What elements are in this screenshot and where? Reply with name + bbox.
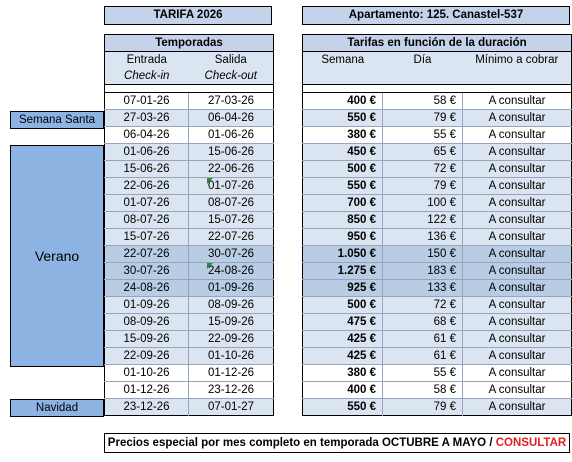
weekly-price: 550 € <box>303 178 383 195</box>
daily-price: 79 € <box>383 110 463 127</box>
minimum-charge: A consultar <box>463 331 572 348</box>
rate-row <box>303 297 572 314</box>
checkin-date: 15-09-26 <box>105 331 189 348</box>
checkout-date: 01-10-26 <box>189 348 274 365</box>
checkin-date: 06-04-26 <box>105 127 189 144</box>
date-row <box>105 161 274 178</box>
rate-row <box>303 314 572 331</box>
date-row <box>105 280 274 297</box>
checkin-date: 23-12-26 <box>105 399 189 416</box>
minimum-charge: A consultar <box>463 399 572 416</box>
minimum-charge: A consultar <box>463 314 572 331</box>
checkout-date: 22-06-26 <box>189 161 274 178</box>
rate-row <box>303 365 572 382</box>
checkin-date: 01-07-26 <box>105 195 189 212</box>
tarifas-header: Tarifas en función de la duración <box>303 35 572 52</box>
season-navidad <box>10 399 104 417</box>
salida-header: Salida <box>189 52 274 69</box>
checkin-date: 15-06-26 <box>105 161 189 178</box>
consultar-link[interactable]: CONSULTAR <box>495 437 567 449</box>
weekly-price: 700 € <box>303 195 383 212</box>
entrada-header: Entrada <box>105 52 189 69</box>
rate-row <box>303 382 572 399</box>
footer-text: Precios especial por mes completo en temporada OCTUBRE A MAYO / <box>107 437 496 449</box>
checkout-date: 15-07-26 <box>189 212 274 229</box>
checkin-date: 07-01-26 <box>105 93 189 110</box>
date-row <box>105 195 274 212</box>
checkout-date: 22-09-26 <box>189 331 274 348</box>
checkin-date: 01-10-26 <box>105 365 189 382</box>
minimum-charge: A consultar <box>463 297 572 314</box>
weekly-price: 400 € <box>303 93 383 110</box>
weekly-price: 500 € <box>303 161 383 178</box>
daily-price: 58 € <box>383 93 463 110</box>
minimum-charge: A consultar <box>463 365 572 382</box>
weekly-price: 400 € <box>303 382 383 399</box>
checkout-date: 08-07-26 <box>189 195 274 212</box>
weekly-price: 380 € <box>303 365 383 382</box>
season-label: Verano <box>34 248 80 264</box>
date-row <box>105 382 274 399</box>
weekly-price: 425 € <box>303 331 383 348</box>
daily-price: 122 € <box>383 212 463 229</box>
daily-price: 61 € <box>383 348 463 365</box>
minimum-charge: A consultar <box>463 348 572 365</box>
daily-price: 136 € <box>383 229 463 246</box>
weekly-price: 1.050 € <box>303 246 383 263</box>
checkout-date: 06-04-26 <box>189 110 274 127</box>
semana-header: Semana <box>303 52 383 69</box>
checkout-date: 01-07-26 <box>189 178 274 195</box>
weekly-price: 500 € <box>303 297 383 314</box>
checkout-date: 01-09-26 <box>189 280 274 297</box>
checkout-date: 24-08-26 <box>189 263 274 280</box>
minimum-charge: A consultar <box>463 229 572 246</box>
weekly-price: 380 € <box>303 127 383 144</box>
minimum-charge: A consultar <box>463 110 572 127</box>
checkin-date: 22-06-26 <box>105 178 189 195</box>
date-row <box>105 314 274 331</box>
checkout-date: 30-07-26 <box>189 246 274 263</box>
comment-marker-icon <box>207 178 213 184</box>
checkin-date: 22-09-26 <box>105 348 189 365</box>
date-row <box>105 399 274 416</box>
weekly-price: 550 € <box>303 110 383 127</box>
checkin-date: 08-09-26 <box>105 314 189 331</box>
rate-row <box>303 280 572 297</box>
daily-price: 58 € <box>383 382 463 399</box>
date-row <box>105 246 274 263</box>
comment-marker-icon <box>207 263 213 269</box>
minimum-charge: A consultar <box>463 161 572 178</box>
apartment-title: Apartamento: 125. Canastel-537 <box>302 6 570 25</box>
checkin-date: 27-03-26 <box>105 110 189 127</box>
daily-price: 72 € <box>383 161 463 178</box>
daily-price: 68 € <box>383 314 463 331</box>
season-semana-santa <box>10 111 104 129</box>
rate-row <box>303 331 572 348</box>
rate-row <box>303 212 572 229</box>
checkin-header: Check-in <box>105 68 189 85</box>
rate-row <box>303 144 572 161</box>
weekly-price: 425 € <box>303 348 383 365</box>
daily-price: 72 € <box>383 297 463 314</box>
rate-row <box>303 399 572 416</box>
rate-row <box>303 178 572 195</box>
date-row <box>105 263 274 280</box>
checkin-date: 24-08-26 <box>105 280 189 297</box>
dia-header: Día <box>383 52 463 69</box>
checkin-date: 08-07-26 <box>105 212 189 229</box>
daily-price: 150 € <box>383 246 463 263</box>
checkout-date: 01-12-26 <box>189 365 274 382</box>
date-row <box>105 110 274 127</box>
weekly-price: 450 € <box>303 144 383 161</box>
checkout-date: 23-12-26 <box>189 382 274 399</box>
date-row <box>105 229 274 246</box>
season-label: Semana Santa <box>18 114 96 126</box>
rate-row <box>303 93 572 110</box>
minimum-charge: A consultar <box>463 127 572 144</box>
daily-price: 79 € <box>383 178 463 195</box>
minimum-charge: A consultar <box>463 178 572 195</box>
date-row <box>105 297 274 314</box>
daily-price: 65 € <box>383 144 463 161</box>
daily-price: 183 € <box>383 263 463 280</box>
checkin-date: 01-12-26 <box>105 382 189 399</box>
minimum-charge: A consultar <box>463 212 572 229</box>
date-row <box>105 365 274 382</box>
rate-row <box>303 246 572 263</box>
checkout-date: 22-07-26 <box>189 229 274 246</box>
season-verano <box>10 145 104 367</box>
rate-row <box>303 348 572 365</box>
footer-note <box>104 433 570 453</box>
minimo-header: Mínimo a cobrar <box>463 52 572 69</box>
daily-price: 79 € <box>383 399 463 416</box>
minimum-charge: A consultar <box>463 263 572 280</box>
rate-row <box>303 263 572 280</box>
minimum-charge: A consultar <box>463 382 572 399</box>
minimum-charge: A consultar <box>463 195 572 212</box>
weekly-price: 850 € <box>303 212 383 229</box>
weekly-price: 925 € <box>303 280 383 297</box>
checkout-date: 08-09-26 <box>189 297 274 314</box>
date-row <box>105 331 274 348</box>
daily-price: 100 € <box>383 195 463 212</box>
tarifa-title: TARIFA 2026 <box>104 6 272 25</box>
checkin-date: 30-07-26 <box>105 263 189 280</box>
date-row <box>105 212 274 229</box>
minimum-charge: A consultar <box>463 280 572 297</box>
checkout-date: 07-01-27 <box>189 399 274 416</box>
weekly-price: 475 € <box>303 314 383 331</box>
weekly-price: 1.275 € <box>303 263 383 280</box>
rates-table <box>302 34 572 416</box>
checkout-date: 01-06-26 <box>189 127 274 144</box>
weekly-price: 950 € <box>303 229 383 246</box>
checkout-header: Check-out <box>189 68 274 85</box>
minimum-charge: A consultar <box>463 246 572 263</box>
weekly-price: 550 € <box>303 399 383 416</box>
season-label: Navidad <box>35 402 79 414</box>
rate-row <box>303 161 572 178</box>
rate-row <box>303 110 572 127</box>
temporadas-header: Temporadas <box>105 35 274 52</box>
date-row <box>105 348 274 365</box>
rate-row <box>303 195 572 212</box>
daily-price: 55 € <box>383 127 463 144</box>
checkout-date: 27-03-26 <box>189 93 274 110</box>
daily-price: 61 € <box>383 331 463 348</box>
checkin-date: 01-06-26 <box>105 144 189 161</box>
daily-price: 133 € <box>383 280 463 297</box>
season-dates-table <box>104 34 274 416</box>
date-row <box>105 93 274 110</box>
rate-row <box>303 229 572 246</box>
minimum-charge: A consultar <box>463 144 572 161</box>
checkout-date: 15-09-26 <box>189 314 274 331</box>
rate-row <box>303 127 572 144</box>
date-row <box>105 178 274 195</box>
daily-price: 55 € <box>383 365 463 382</box>
checkin-date: 15-07-26 <box>105 229 189 246</box>
minimum-charge: A consultar <box>463 93 572 110</box>
date-row <box>105 127 274 144</box>
checkin-date: 01-09-26 <box>105 297 189 314</box>
checkout-date: 15-06-26 <box>189 144 274 161</box>
date-row <box>105 144 274 161</box>
checkin-date: 22-07-26 <box>105 246 189 263</box>
